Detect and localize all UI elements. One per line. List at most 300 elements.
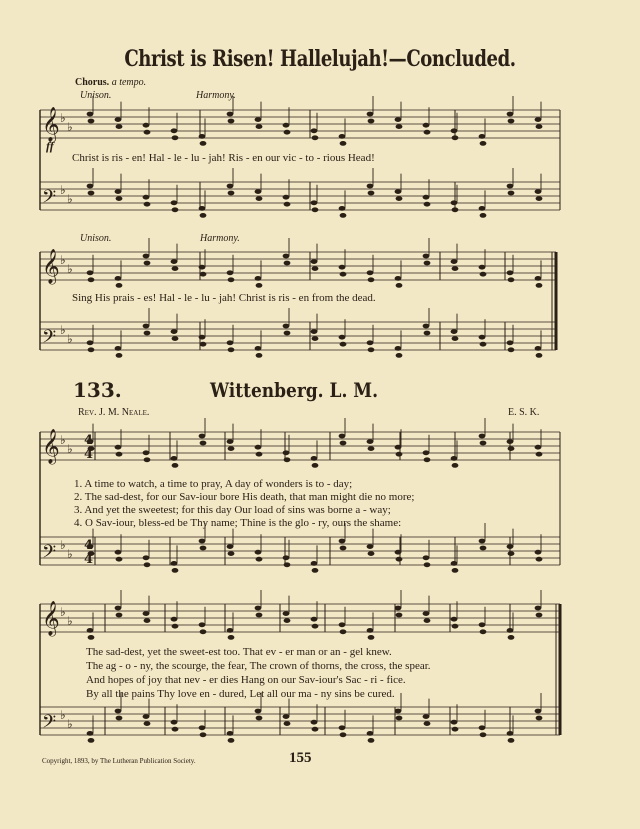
notehead — [339, 335, 346, 340]
notehead — [368, 191, 375, 196]
notehead — [144, 457, 151, 462]
notehead — [171, 128, 178, 133]
harmony-label-1: Harmony. — [196, 90, 236, 101]
notehead — [227, 439, 234, 444]
notehead — [172, 727, 179, 732]
notehead — [340, 342, 347, 347]
notehead — [143, 195, 150, 200]
notehead — [340, 272, 347, 277]
notehead — [339, 265, 346, 270]
notehead — [508, 119, 515, 124]
notehead — [535, 346, 542, 351]
notehead — [171, 720, 178, 725]
notehead — [423, 324, 430, 329]
notehead — [480, 732, 487, 737]
flat-icon: ♭ — [67, 120, 73, 134]
notehead — [423, 450, 430, 455]
notehead — [115, 709, 122, 714]
notehead — [340, 441, 347, 446]
notehead — [312, 568, 319, 573]
notehead — [452, 568, 459, 573]
notehead — [311, 329, 318, 334]
notehead — [88, 119, 95, 124]
notehead — [228, 738, 235, 743]
notehead — [340, 546, 347, 551]
notehead — [452, 463, 459, 468]
notehead — [143, 324, 150, 329]
notehead — [200, 732, 207, 737]
notehead — [87, 112, 94, 117]
notehead — [535, 117, 542, 122]
notehead — [255, 117, 262, 122]
notehead — [116, 452, 123, 457]
notehead — [283, 123, 290, 128]
notehead — [144, 562, 151, 567]
hymn-name: Wittenberg. L. M. — [210, 378, 379, 402]
notehead — [395, 606, 402, 611]
notehead — [228, 119, 235, 124]
notehead — [87, 270, 94, 275]
notehead — [424, 261, 431, 266]
notehead — [479, 134, 486, 139]
notehead — [367, 112, 374, 117]
notehead — [368, 277, 375, 282]
notehead — [479, 725, 486, 730]
notehead — [507, 270, 514, 275]
notehead — [88, 347, 95, 352]
bass-clef-icon: 𝄢 — [42, 712, 57, 737]
notehead — [143, 123, 150, 128]
treble-clef-icon: 𝄞 — [42, 429, 60, 464]
notehead — [507, 112, 514, 117]
notehead — [340, 141, 347, 146]
notehead — [535, 445, 542, 450]
notehead — [535, 276, 542, 281]
notehead — [256, 124, 263, 129]
notehead — [144, 202, 151, 207]
lyric-line-1: Christ is ris - en! Hal - le - lu - jah! Ris - en our vic - to - rious Head! — [72, 152, 375, 164]
notehead — [367, 184, 374, 189]
notehead — [395, 709, 402, 714]
notehead — [508, 551, 515, 556]
notehead — [199, 622, 206, 627]
notehead — [424, 202, 431, 207]
notehead — [368, 551, 375, 556]
flat-icon: ♭ — [67, 547, 73, 561]
notehead — [284, 261, 291, 266]
notehead — [228, 277, 235, 282]
notehead — [451, 329, 458, 334]
notehead — [88, 635, 95, 640]
notehead — [451, 259, 458, 264]
notehead — [396, 557, 403, 562]
notehead — [451, 617, 458, 622]
flat-icon: ♭ — [60, 323, 66, 337]
notehead — [396, 283, 403, 288]
notehead — [396, 613, 403, 618]
verse-b-2: The ag - o - ny, the scourge, the fear, The crown of thorns, the cross, the spear. — [86, 660, 431, 672]
notehead — [228, 191, 235, 196]
hymn-composer: E. S. K. — [508, 407, 540, 418]
notehead — [87, 628, 94, 633]
notehead — [200, 213, 207, 218]
notehead — [172, 207, 179, 212]
notehead — [256, 557, 263, 562]
chorus-label — [75, 77, 146, 88]
notehead — [199, 725, 206, 730]
notehead — [508, 277, 515, 282]
notehead — [480, 342, 487, 347]
notehead — [423, 714, 430, 719]
notehead — [116, 124, 123, 129]
notehead — [87, 340, 94, 345]
notehead — [284, 721, 291, 726]
notehead — [451, 561, 458, 566]
notehead — [172, 568, 179, 573]
notehead — [367, 628, 374, 633]
time-signature: 4 — [84, 433, 94, 448]
notehead — [367, 340, 374, 345]
notehead — [283, 611, 290, 616]
notehead — [227, 184, 234, 189]
lyric-line-2: Sing His prais - es! Hal - le - lu - jah! Christ is ris - en from the dead. — [72, 292, 376, 304]
verse-a-4: 4. O Sav-iour, bless-ed be Thy name; Thine is the glo - ry, ours the shame: — [74, 517, 402, 529]
notehead — [368, 738, 375, 743]
notehead — [395, 276, 402, 281]
hymn-number: 133. — [73, 378, 122, 402]
notehead — [480, 546, 487, 551]
notehead — [171, 561, 178, 566]
notehead — [479, 265, 486, 270]
notehead — [508, 635, 515, 640]
notehead — [283, 254, 290, 259]
notehead — [535, 709, 542, 714]
bass-clef-icon: 𝄢 — [42, 542, 57, 567]
notehead — [116, 716, 123, 721]
notehead — [144, 331, 151, 336]
notehead — [87, 731, 94, 736]
notehead — [452, 336, 459, 341]
notehead — [536, 613, 543, 618]
notehead — [115, 117, 122, 122]
notehead — [312, 266, 319, 271]
notehead — [311, 456, 318, 461]
flat-icon: ♭ — [67, 717, 73, 731]
notehead — [256, 353, 263, 358]
notehead — [228, 635, 235, 640]
notehead — [143, 714, 150, 719]
notehead — [367, 544, 374, 549]
verse-a-2: 2. The sad-dest, for our Sav-iour bore His death, that man might die no more; — [74, 491, 415, 503]
notehead — [535, 189, 542, 194]
notehead — [479, 434, 486, 439]
notehead — [88, 738, 95, 743]
notehead — [536, 124, 543, 129]
notehead — [255, 550, 262, 555]
notehead — [451, 200, 458, 205]
notehead — [368, 446, 375, 451]
notehead — [368, 119, 375, 124]
notehead — [116, 557, 123, 562]
notehead — [423, 254, 430, 259]
notehead — [312, 135, 319, 140]
bass-clef-icon: 𝄢 — [42, 327, 57, 352]
notehead — [311, 128, 318, 133]
notehead — [367, 731, 374, 736]
notehead — [228, 347, 235, 352]
notehead — [144, 721, 151, 726]
notehead — [172, 624, 179, 629]
notehead — [144, 261, 151, 266]
time-signature: 4 — [84, 552, 94, 567]
notehead — [396, 124, 403, 129]
notehead — [368, 347, 375, 352]
notehead — [395, 117, 402, 122]
notehead — [536, 196, 543, 201]
notehead — [535, 550, 542, 555]
notehead — [115, 606, 122, 611]
notehead — [200, 272, 207, 277]
notehead — [312, 463, 319, 468]
notehead — [536, 283, 543, 288]
notehead — [284, 331, 291, 336]
notehead — [256, 716, 263, 721]
notehead — [479, 335, 486, 340]
notehead — [424, 618, 431, 623]
notehead — [423, 123, 430, 128]
bass-clef-icon: 𝄢 — [42, 187, 57, 212]
notehead — [508, 347, 515, 352]
notehead — [312, 624, 319, 629]
notehead — [311, 200, 318, 205]
notehead — [115, 445, 122, 450]
verse-a-3: 3. And yet the sweetest; for this day Our load of sins was borne a - way; — [74, 504, 391, 516]
flat-icon: ♭ — [60, 605, 66, 619]
notehead — [451, 128, 458, 133]
notehead — [116, 613, 123, 618]
verse-b-3: And hopes of joy that nev - er dies Hang on our Sav-iour's Sac - ri - fice. — [86, 674, 406, 686]
notehead — [507, 340, 514, 345]
notehead — [200, 441, 207, 446]
notehead — [172, 266, 179, 271]
notehead — [424, 721, 431, 726]
notehead — [115, 189, 122, 194]
time-signature: 4 — [84, 447, 94, 462]
notehead — [312, 207, 319, 212]
notehead — [452, 624, 459, 629]
notehead — [395, 346, 402, 351]
tempo-text: a tempo. — [111, 77, 147, 88]
notehead — [88, 191, 95, 196]
hymn-author: Rev. J. M. Neale. — [78, 407, 150, 418]
notehead — [480, 272, 487, 277]
notehead — [144, 618, 151, 623]
notehead — [479, 539, 486, 544]
notehead — [451, 456, 458, 461]
notehead — [255, 606, 262, 611]
notehead — [480, 141, 487, 146]
time-signature: 4 — [84, 538, 94, 553]
notehead — [200, 342, 207, 347]
notehead — [255, 346, 262, 351]
notehead — [424, 562, 431, 567]
notehead — [116, 196, 123, 201]
notehead — [256, 196, 263, 201]
notehead — [536, 353, 543, 358]
verse-b-1: The sad-dest, yet the sweet-est too. That ev - er man or an - gel knew. — [86, 646, 392, 658]
flat-icon: ♭ — [60, 253, 66, 267]
notehead — [143, 555, 150, 560]
notehead — [367, 439, 374, 444]
notehead — [479, 206, 486, 211]
notehead — [172, 135, 179, 140]
verse-b-4: By all the pains Thy love en - dured, Let all our ma - ny sins be cured. — [86, 688, 395, 700]
notehead — [115, 276, 122, 281]
notehead — [228, 446, 235, 451]
notehead — [339, 206, 346, 211]
notehead — [311, 617, 318, 622]
notehead — [283, 195, 290, 200]
notehead — [171, 617, 178, 622]
notehead — [227, 544, 234, 549]
notehead — [536, 452, 543, 457]
treble-clef-icon: 𝄞 — [42, 601, 60, 636]
notehead — [200, 629, 207, 634]
notehead — [227, 628, 234, 633]
notehead — [480, 629, 487, 634]
notehead — [172, 336, 179, 341]
notehead — [172, 463, 179, 468]
notehead — [507, 184, 514, 189]
notehead — [284, 618, 291, 623]
notehead — [535, 606, 542, 611]
notehead — [340, 213, 347, 218]
notehead — [339, 434, 346, 439]
flat-icon: ♭ — [67, 614, 73, 628]
notehead — [227, 112, 234, 117]
notehead — [283, 324, 290, 329]
notehead — [200, 141, 207, 146]
notehead — [424, 457, 431, 462]
notehead — [311, 259, 318, 264]
treble-clef-icon: 𝄞 — [42, 249, 60, 284]
notehead — [227, 340, 234, 345]
notehead — [480, 213, 487, 218]
notehead — [368, 635, 375, 640]
notehead — [88, 277, 95, 282]
flat-icon: ♭ — [60, 433, 66, 447]
notehead — [395, 189, 402, 194]
notehead — [423, 555, 430, 560]
notehead — [228, 551, 235, 556]
notehead — [339, 539, 346, 544]
notehead — [339, 134, 346, 139]
notehead — [480, 441, 487, 446]
notehead — [255, 189, 262, 194]
notehead — [312, 336, 319, 341]
notehead — [143, 254, 150, 259]
notehead — [284, 130, 291, 135]
harmony-label-2: Harmony. — [200, 233, 240, 244]
chorus-text: Chorus. — [75, 77, 110, 88]
flat-icon: ♭ — [67, 442, 73, 456]
notehead — [143, 611, 150, 616]
flat-icon: ♭ — [67, 332, 73, 346]
notehead — [340, 732, 347, 737]
notehead — [200, 546, 207, 551]
notehead — [508, 191, 515, 196]
notehead — [479, 622, 486, 627]
notehead — [284, 202, 291, 207]
notehead — [227, 731, 234, 736]
flat-icon: ♭ — [60, 538, 66, 552]
notehead — [227, 270, 234, 275]
notehead — [451, 720, 458, 725]
notehead — [339, 725, 346, 730]
notehead — [116, 283, 123, 288]
notehead — [87, 184, 94, 189]
notehead — [283, 714, 290, 719]
notehead — [508, 446, 515, 451]
flat-icon: ♭ — [67, 192, 73, 206]
page-title: Christ is Risen! Hallelujah!—Concluded. — [124, 46, 516, 72]
notehead — [171, 200, 178, 205]
notehead — [171, 259, 178, 264]
notehead — [339, 622, 346, 627]
notehead — [116, 353, 123, 358]
notehead — [311, 561, 318, 566]
notehead — [283, 555, 290, 560]
notehead — [311, 720, 318, 725]
flat-icon: ♭ — [60, 708, 66, 722]
notehead — [255, 709, 262, 714]
notehead — [256, 283, 263, 288]
flat-icon: ♭ — [60, 111, 66, 125]
notehead — [452, 266, 459, 271]
notehead — [199, 539, 206, 544]
notehead — [143, 450, 150, 455]
notehead — [424, 331, 431, 336]
notehead — [424, 130, 431, 135]
notehead — [508, 738, 515, 743]
notehead — [144, 130, 151, 135]
notehead — [283, 450, 290, 455]
notehead — [115, 346, 122, 351]
notehead — [396, 196, 403, 201]
notehead — [536, 716, 543, 721]
notehead — [423, 195, 430, 200]
notehead — [171, 456, 178, 461]
notehead — [312, 727, 319, 732]
flat-icon: ♭ — [60, 183, 66, 197]
unison-label-2: Unison. — [80, 233, 112, 244]
copyright-notice: Copyright, 1893, by The Lutheran Publication Society. — [42, 757, 196, 765]
notehead — [256, 613, 263, 618]
notehead — [396, 353, 403, 358]
notehead — [536, 557, 543, 562]
treble-clef-icon: 𝄞 — [42, 107, 60, 142]
notehead — [255, 276, 262, 281]
notehead — [423, 611, 430, 616]
notehead — [396, 452, 403, 457]
notehead — [115, 550, 122, 555]
dynamic-marking: ff — [46, 139, 54, 153]
flat-icon: ♭ — [67, 262, 73, 276]
notehead — [452, 727, 459, 732]
notehead — [171, 329, 178, 334]
notehead — [256, 452, 263, 457]
notehead — [199, 434, 206, 439]
